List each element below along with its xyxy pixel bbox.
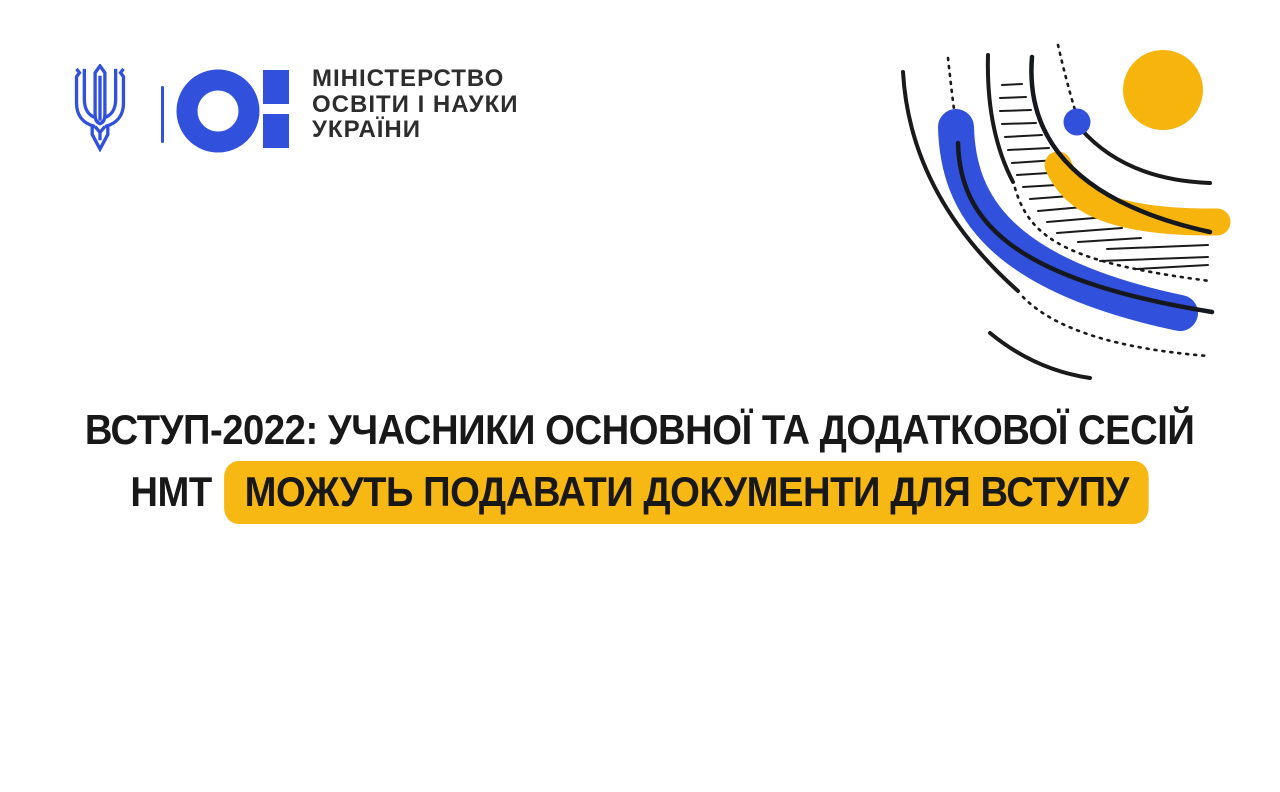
blue-dot (1064, 109, 1091, 136)
logo-divider (161, 86, 164, 143)
yellow-thick-arc (1058, 165, 1217, 222)
tryzub-base (92, 125, 108, 149)
headline-line2-prefix: НМТ (130, 468, 213, 515)
headline (0, 406, 1280, 524)
bottom-short-arc (990, 333, 1090, 378)
tryzub-right-prong (104, 69, 124, 127)
tryzub-center-prong (95, 66, 105, 124)
headline-line1: ВСТУП-2022: УЧАСНИКИ ОСНОВНОЇ ТА ДОДАТКОВОЇ СЕСІЙ (85, 406, 1195, 453)
ministry-logo-icon (176, 64, 292, 159)
tryzub-emblem-icon (68, 64, 132, 152)
yellow-circle (1123, 50, 1203, 130)
logo-square-top (263, 70, 289, 104)
ministry-name-line3: УКРАЇНИ (312, 116, 422, 143)
logo-ring (187, 80, 249, 142)
dotted-arc-to-dot (1058, 45, 1075, 110)
ministry-name-line1: МІНІСТЕРСТВО (312, 65, 505, 92)
tryzub-left-prong (77, 69, 97, 127)
ministry-name-line2: ОСВІТИ І НАУКИ (312, 90, 519, 118)
arc-from-dot (1080, 128, 1210, 183)
arcs-decoration (860, 25, 1280, 400)
ministry-name (312, 66, 519, 143)
headline-highlighted-text: МОЖУТЬ ПОДАВАТИ ДОКУМЕНТИ ДЛЯ ВСТУПУ (225, 461, 1149, 524)
band-outer-arc (988, 55, 1013, 182)
logo-square-bottom (263, 114, 289, 148)
headline-line2 (131, 460, 1150, 524)
